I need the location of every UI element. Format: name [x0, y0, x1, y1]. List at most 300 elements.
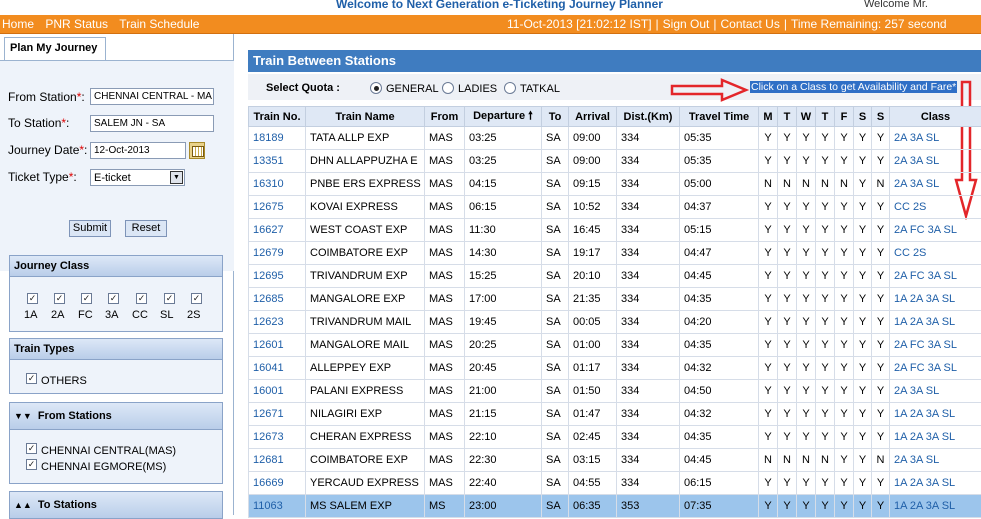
arrival-time: 09:15 [569, 173, 617, 196]
results-title: Train Between Stations [248, 50, 981, 72]
from-code: MAS [425, 357, 465, 380]
from-code: MAS [425, 334, 465, 357]
train-name: TATA ALLP EXP [306, 127, 425, 150]
class-links[interactable]: 1A 2A 3A SL [890, 472, 981, 495]
train-number-link[interactable]: 16669 [249, 472, 306, 495]
class-links[interactable]: 1A 2A 3A SL [890, 495, 981, 518]
travel-time: 05:35 [680, 150, 759, 173]
class-links[interactable]: 2A 3A SL [890, 380, 981, 403]
arrival-time: 09:00 [569, 150, 617, 173]
runs-tue: Y [778, 219, 797, 242]
train-name: MANGALORE EXP [306, 288, 425, 311]
from-code: MAS [425, 426, 465, 449]
from-stations-panel [9, 430, 223, 484]
contact-us-link[interactable]: Contact Us [720, 17, 779, 31]
departure-time: 11:30 [465, 219, 542, 242]
from-station-option: CHENNAI EGMORE(MS) [41, 461, 166, 473]
class-checkbox-fc[interactable]: ✓ [81, 293, 92, 304]
train-number-link[interactable]: 16310 [249, 173, 306, 196]
runs-thu: Y [816, 127, 835, 150]
class-links[interactable]: 2A 3A SL [890, 173, 981, 196]
runs-mon: Y [759, 426, 778, 449]
train-name: PALANI EXPRESS [306, 380, 425, 403]
col-tue: T [778, 107, 797, 127]
runs-tue: Y [778, 265, 797, 288]
col-fri: F [835, 107, 854, 127]
runs-wed: Y [797, 334, 816, 357]
runs-fri: Y [835, 288, 854, 311]
class-links[interactable]: 2A FC 3A SL [890, 334, 981, 357]
from-stations-header[interactable] [9, 402, 223, 430]
table-header-row [249, 107, 981, 127]
runs-sun: Y [872, 334, 890, 357]
arrival-time: 03:15 [569, 449, 617, 472]
reset-button[interactable]: Reset [125, 220, 167, 237]
from-stations-title: From Stations [38, 410, 112, 422]
runs-tue: Y [778, 426, 797, 449]
journey-date-label: Journey Date*: [8, 143, 87, 157]
ticket-type-value: E-ticket [94, 172, 131, 184]
runs-tue: Y [778, 127, 797, 150]
runs-fri: Y [835, 449, 854, 472]
runs-wed: Y [797, 357, 816, 380]
runs-wed: Y [797, 495, 816, 518]
travel-time: 05:35 [680, 127, 759, 150]
runs-sun: Y [872, 426, 890, 449]
travel-time: 05:15 [680, 219, 759, 242]
travel-time: 05:00 [680, 173, 759, 196]
class-label-3a: 3A [105, 309, 118, 321]
train-name: MS SALEM EXP [306, 495, 425, 518]
runs-fri: Y [835, 426, 854, 449]
arrival-time: 01:50 [569, 380, 617, 403]
trains-table [248, 106, 981, 518]
runs-tue: Y [778, 380, 797, 403]
distance: 334 [617, 219, 680, 242]
journey-date-field[interactable]: 12-Oct-2013 [90, 142, 186, 159]
distance: 334 [617, 403, 680, 426]
arrival-time: 02:45 [569, 426, 617, 449]
runs-sat: Y [854, 357, 872, 380]
runs-thu: Y [816, 311, 835, 334]
runs-mon: Y [759, 380, 778, 403]
col-departure[interactable]: Departure 🠕 [465, 107, 542, 127]
travel-time: 07:35 [680, 495, 759, 518]
train-number-link[interactable]: 13351 [249, 150, 306, 173]
banner-title: Welcome to Next Generation e-Ticketing Journey Planner [336, 0, 663, 11]
train-number-link[interactable]: 12675 [249, 196, 306, 219]
runs-tue: Y [778, 196, 797, 219]
runs-sun: N [872, 173, 890, 196]
runs-thu: Y [816, 288, 835, 311]
train-number-link[interactable]: 18189 [249, 127, 306, 150]
chevron-down-icon[interactable]: ▼ [170, 171, 183, 184]
departure-time: 06:15 [465, 196, 542, 219]
travel-time: 04:37 [680, 196, 759, 219]
from-code: MAS [425, 265, 465, 288]
class-label-cc: CC [132, 309, 148, 321]
train-name: ALLEPPEY EXP [306, 357, 425, 380]
runs-mon: Y [759, 242, 778, 265]
runs-sat: Y [854, 472, 872, 495]
runs-fri: Y [835, 403, 854, 426]
departure-time: 03:25 [465, 127, 542, 150]
to-station-field[interactable]: SALEM JN - SA [90, 115, 214, 132]
class-label-2a: 2A [51, 309, 64, 321]
train-type-checkbox[interactable]: ✓ [26, 373, 37, 384]
runs-thu: Y [816, 242, 835, 265]
quota-radio-general[interactable] [370, 82, 382, 94]
to-code: SA [542, 426, 569, 449]
runs-sat: Y [854, 150, 872, 173]
from-station-field[interactable]: CHENNAI CENTRAL - MA [90, 88, 214, 105]
runs-fri: Y [835, 357, 854, 380]
runs-fri: Y [835, 495, 854, 518]
class-checkbox-2a[interactable]: ✓ [54, 293, 65, 304]
runs-sun: Y [872, 357, 890, 380]
runs-fri: Y [835, 242, 854, 265]
table-row [249, 380, 981, 403]
arrival-time: 01:00 [569, 334, 617, 357]
col-sun: S [872, 107, 890, 127]
table-row [249, 173, 981, 196]
table-row [249, 311, 981, 334]
col-train-name[interactable]: Train Name [306, 107, 425, 127]
arrival-time: 06:35 [569, 495, 617, 518]
train-name: TRIVANDRUM MAIL [306, 311, 425, 334]
from-code: MAS [425, 242, 465, 265]
runs-mon: Y [759, 311, 778, 334]
arrival-time: 04:55 [569, 472, 617, 495]
runs-sat: Y [854, 173, 872, 196]
from-station-label: From Station*: [8, 90, 85, 104]
distance: 334 [617, 265, 680, 288]
runs-sun: Y [872, 311, 890, 334]
train-number-link[interactable]: 12681 [249, 449, 306, 472]
class-links[interactable]: 1A 2A 3A SL [890, 311, 981, 334]
class-links[interactable]: CC 2S [890, 242, 981, 265]
submit-button[interactable]: Submit [69, 220, 111, 237]
left-panel [0, 34, 234, 515]
quota-label-ladies: LADIES [458, 83, 497, 95]
class-links[interactable]: 1A 2A 3A SL [890, 288, 981, 311]
runs-tue: Y [778, 288, 797, 311]
departure-time: 22:10 [465, 426, 542, 449]
distance: 334 [617, 173, 680, 196]
runs-sat: Y [854, 426, 872, 449]
quota-radio-ladies[interactable] [442, 82, 454, 94]
train-number-link[interactable]: 12685 [249, 288, 306, 311]
arrival-time: 01:47 [569, 403, 617, 426]
train-number-link[interactable]: 16627 [249, 219, 306, 242]
class-links[interactable]: 2A 3A SL [890, 127, 981, 150]
table-row [249, 196, 981, 219]
runs-wed: Y [797, 311, 816, 334]
class-links[interactable]: 2A FC 3A SL [890, 265, 981, 288]
runs-wed: Y [797, 242, 816, 265]
from-code: MAS [425, 403, 465, 426]
from-station-checkbox[interactable]: ✓ [26, 459, 37, 470]
class-links[interactable]: 2A FC 3A SL [890, 219, 981, 242]
runs-tue: Y [778, 242, 797, 265]
runs-tue: Y [778, 311, 797, 334]
runs-sat: Y [854, 242, 872, 265]
train-name: WEST COAST EXP [306, 219, 425, 242]
class-links[interactable]: 1A 2A 3A SL [890, 426, 981, 449]
arrival-time: 16:45 [569, 219, 617, 242]
distance: 334 [617, 380, 680, 403]
to-code: SA [542, 288, 569, 311]
col-class: Class [890, 107, 981, 127]
departure-time: 19:45 [465, 311, 542, 334]
train-name: COIMBATORE EXP [306, 449, 425, 472]
runs-wed: Y [797, 288, 816, 311]
from-code: MAS [425, 219, 465, 242]
runs-sat: Y [854, 288, 872, 311]
runs-thu: Y [816, 196, 835, 219]
class-checkbox-1a[interactable]: ✓ [27, 293, 38, 304]
departure-time: 03:25 [465, 150, 542, 173]
table-row [249, 334, 981, 357]
to-code: SA [542, 150, 569, 173]
class-checkbox-2s[interactable]: ✓ [191, 293, 202, 304]
to-code: SA [542, 265, 569, 288]
class-checkbox-cc[interactable]: ✓ [136, 293, 147, 304]
runs-mon: Y [759, 196, 778, 219]
distance: 334 [617, 426, 680, 449]
ticket-type-select[interactable] [90, 169, 185, 186]
chevron-down-icon: ▼▼ [14, 411, 32, 421]
train-number-link[interactable]: 12623 [249, 311, 306, 334]
travel-time: 04:45 [680, 449, 759, 472]
col-from[interactable]: From [425, 107, 465, 127]
departure-time: 22:40 [465, 472, 542, 495]
annotation-arrow-right-icon [670, 77, 750, 103]
runs-thu: Y [816, 150, 835, 173]
train-name: DHN ALLAPPUZHA E [306, 150, 425, 173]
departure-time: 20:45 [465, 357, 542, 380]
travel-time: 04:32 [680, 403, 759, 426]
runs-thu: Y [816, 426, 835, 449]
to-code: SA [542, 219, 569, 242]
class-links[interactable]: 2A FC 3A SL [890, 357, 981, 380]
nav-home-link[interactable]: Home [2, 17, 34, 31]
nav-separator: | [784, 17, 787, 31]
from-code: MAS [425, 288, 465, 311]
departure-time: 21:00 [465, 380, 542, 403]
runs-sun: Y [872, 150, 890, 173]
travel-time: 04:35 [680, 334, 759, 357]
travel-time: 04:20 [680, 311, 759, 334]
travel-time: 06:15 [680, 472, 759, 495]
runs-sat: Y [854, 196, 872, 219]
train-number-link[interactable]: 16041 [249, 357, 306, 380]
runs-fri: Y [835, 265, 854, 288]
class-links[interactable]: 2A 3A SL [890, 150, 981, 173]
sign-out-link[interactable]: Sign Out [663, 17, 710, 31]
train-name: NILAGIRI EXP [306, 403, 425, 426]
top-banner [0, 0, 981, 15]
runs-wed: N [797, 449, 816, 472]
to-code: SA [542, 472, 569, 495]
runs-wed: N [797, 173, 816, 196]
class-links[interactable]: 1A 2A 3A SL [890, 403, 981, 426]
table-row [249, 127, 981, 150]
col-wed: W [797, 107, 816, 127]
quota-radio-tatkal[interactable] [504, 82, 516, 94]
runs-fri: Y [835, 334, 854, 357]
to-code: SA [542, 357, 569, 380]
quota-row [248, 74, 981, 100]
runs-sun: Y [872, 472, 890, 495]
train-number-link[interactable]: 12679 [249, 242, 306, 265]
distance: 334 [617, 150, 680, 173]
results-panel [240, 34, 981, 515]
departure-time: 20:25 [465, 334, 542, 357]
runs-wed: Y [797, 219, 816, 242]
journey-class-header[interactable]: Journey Class [9, 255, 223, 277]
runs-tue: Y [778, 150, 797, 173]
to-code: SA [542, 311, 569, 334]
runs-sat: Y [854, 265, 872, 288]
runs-fri: Y [835, 150, 854, 173]
train-name: CHERAN EXPRESS [306, 426, 425, 449]
distance: 334 [617, 242, 680, 265]
runs-fri: Y [835, 380, 854, 403]
col-train-no[interactable]: Train No. [249, 107, 306, 127]
col-travel-time[interactable]: Travel Time [680, 107, 759, 127]
runs-sun: Y [872, 288, 890, 311]
departure-time: 17:00 [465, 288, 542, 311]
col-arrival[interactable]: Arrival [569, 107, 617, 127]
from-code: MAS [425, 173, 465, 196]
class-links[interactable]: CC 2S [890, 196, 981, 219]
runs-tue: Y [778, 357, 797, 380]
train-types-header[interactable]: Train Types [9, 338, 223, 360]
nav-train-schedule-link[interactable]: Train Schedule [119, 17, 199, 31]
train-number-link[interactable]: 12673 [249, 426, 306, 449]
train-number-link[interactable]: 12671 [249, 403, 306, 426]
runs-tue: Y [778, 495, 797, 518]
runs-sun: Y [872, 495, 890, 518]
table-row [249, 219, 981, 242]
departure-time: 23:00 [465, 495, 542, 518]
arrival-time: 21:35 [569, 288, 617, 311]
from-code: MS [425, 495, 465, 518]
sort-arrow-up-icon: 🠕 [528, 110, 533, 122]
from-station-checkbox[interactable]: ✓ [26, 443, 37, 454]
arrival-time: 19:17 [569, 242, 617, 265]
table-row [249, 449, 981, 472]
travel-time: 04:35 [680, 288, 759, 311]
distance: 334 [617, 127, 680, 150]
train-number-link[interactable]: 16001 [249, 380, 306, 403]
runs-wed: Y [797, 426, 816, 449]
runs-thu: Y [816, 472, 835, 495]
train-name: MANGALORE MAIL [306, 334, 425, 357]
class-label-2s: 2S [187, 309, 200, 321]
class-hint: Click on a Class to get Availability and Fare* [750, 81, 957, 93]
table-row [249, 265, 981, 288]
col-to[interactable]: To [542, 107, 569, 127]
distance: 334 [617, 288, 680, 311]
runs-wed: Y [797, 127, 816, 150]
table-row [249, 403, 981, 426]
table-row [249, 472, 981, 495]
travel-time: 04:45 [680, 265, 759, 288]
train-number-link[interactable]: 12601 [249, 334, 306, 357]
to-code: SA [542, 196, 569, 219]
runs-sat: Y [854, 334, 872, 357]
runs-sat: Y [854, 127, 872, 150]
class-checkbox-3a[interactable]: ✓ [108, 293, 119, 304]
distance: 334 [617, 311, 680, 334]
welcome-user: Welcome Mr. [864, 0, 928, 10]
col-thu: T [816, 107, 835, 127]
col-distance[interactable]: Dist.(Km) [617, 107, 680, 127]
travel-time: 04:50 [680, 380, 759, 403]
runs-sun: Y [872, 242, 890, 265]
runs-sun: N [872, 449, 890, 472]
runs-wed: Y [797, 265, 816, 288]
departure-time: 15:25 [465, 265, 542, 288]
runs-mon: Y [759, 265, 778, 288]
runs-thu: Y [816, 380, 835, 403]
runs-sun: Y [872, 219, 890, 242]
train-name: KOVAI EXPRESS [306, 196, 425, 219]
to-code: SA [542, 127, 569, 150]
nav-pnr-status-link[interactable]: PNR Status [45, 17, 108, 31]
runs-sun: Y [872, 127, 890, 150]
runs-wed: Y [797, 403, 816, 426]
class-links[interactable]: 2A 3A SL [890, 449, 981, 472]
runs-mon: Y [759, 403, 778, 426]
class-label-fc: FC [78, 309, 93, 321]
runs-mon: Y [759, 357, 778, 380]
from-station-option: CHENNAI CENTRAL(MAS) [41, 445, 176, 457]
from-code: MAS [425, 311, 465, 334]
distance: 353 [617, 495, 680, 518]
train-name: COIMBATORE EXP [306, 242, 425, 265]
to-code: SA [542, 403, 569, 426]
runs-thu: Y [816, 357, 835, 380]
table-row [249, 288, 981, 311]
runs-sat: Y [854, 495, 872, 518]
calendar-icon[interactable] [189, 142, 205, 159]
train-number-link[interactable]: 12695 [249, 265, 306, 288]
runs-mon: N [759, 449, 778, 472]
class-checkbox-sl[interactable]: ✓ [164, 293, 175, 304]
to-code: SA [542, 495, 569, 518]
from-code: MAS [425, 196, 465, 219]
runs-mon: Y [759, 150, 778, 173]
ticket-type-label: Ticket Type*: [8, 170, 77, 184]
train-name: TRIVANDRUM EXP [306, 265, 425, 288]
train-type-label: OTHERS [41, 375, 87, 387]
runs-mon: Y [759, 334, 778, 357]
train-name: YERCAUD EXPRESS [306, 472, 425, 495]
runs-mon: Y [759, 472, 778, 495]
runs-fri: Y [835, 196, 854, 219]
table-row [249, 426, 981, 449]
arrival-time: 09:00 [569, 127, 617, 150]
table-row [249, 495, 981, 518]
runs-tue: N [778, 449, 797, 472]
train-number-link[interactable]: 11063 [249, 495, 306, 518]
tab-plan-my-journey[interactable]: Plan My Journey [4, 37, 106, 61]
to-code: SA [542, 449, 569, 472]
runs-thu: N [816, 449, 835, 472]
